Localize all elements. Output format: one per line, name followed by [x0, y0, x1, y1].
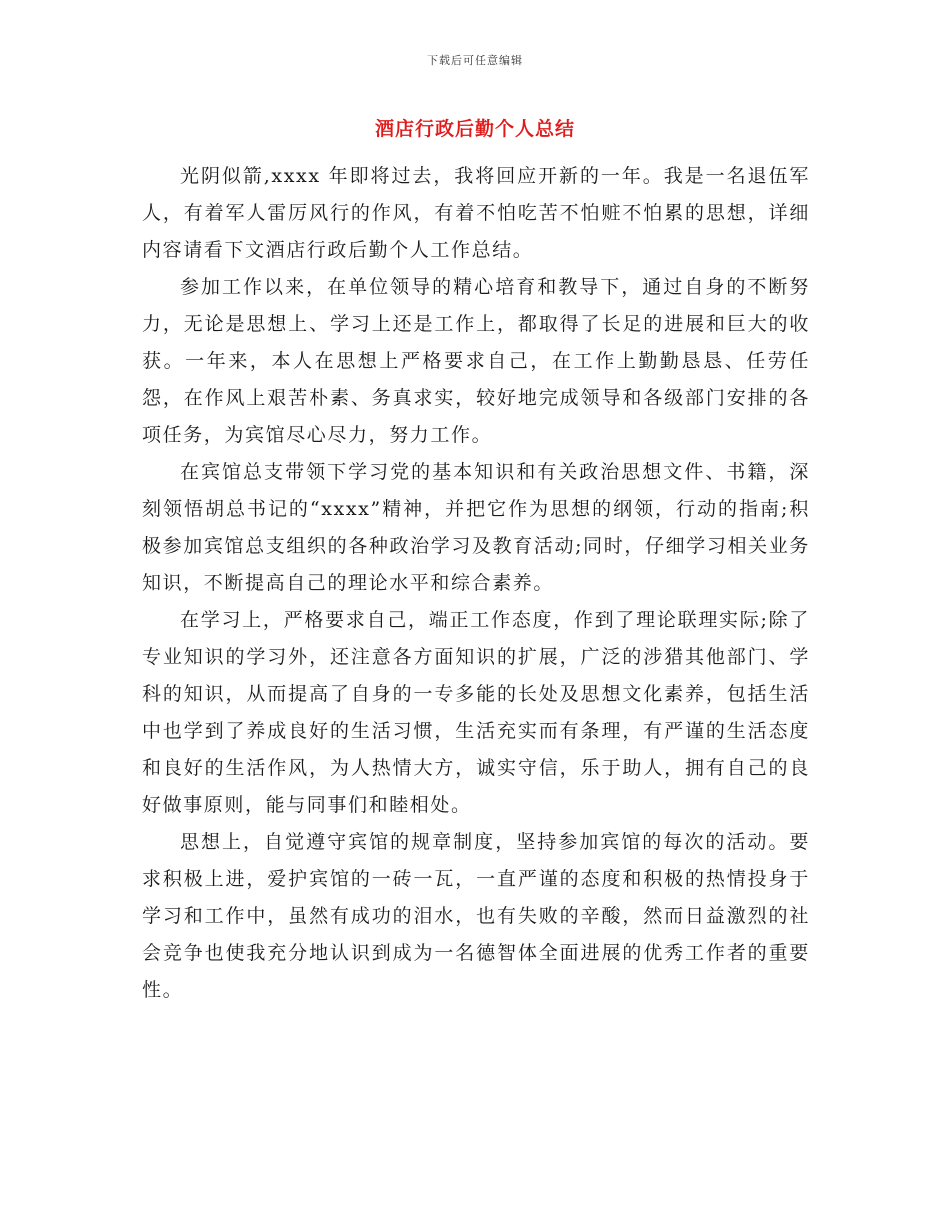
- paragraph-2: 参加工作以来，在单位领导的精心培育和教导下，通过自身的不断努力，无论是思想上、学习上还是工作上，都取得了长足的进展和巨大的收获。一年来，本人在思想上严格要求自己，在工作上勤勤恳恳、任劳任怨，在作风上艰苦朴素、务真求实，较好地完成领导和各级部门安排的各项任务，为宾馆尽心尽力，努力工作。: [142, 276, 810, 446]
- paragraph-3: 在宾馆总支带领下学习党的基本知识和有关政治思想文件、书籍，深刻领悟胡总书记的“xxxx”精神，并把它作为思想的纲领，行动的指南;积极参加宾馆总支组织的各种政治学习及教育活动;同时，仔细学习相关业务知识，不断提高自己的理论水平和综合素养。: [142, 461, 810, 594]
- document-body: [142, 158, 810, 1009]
- header-note: 下载后可任意编辑: [427, 54, 523, 67]
- document-title: 酒店行政后勤个人总结: [374, 118, 575, 140]
- paragraph-4: 在学习上，严格要求自己，端正工作态度，作到了理论联理实际;除了专业知识的学习外，还注意各方面知识的扩展，广泛的涉猎其他部门、学科的知识，从而提高了自身的一专多能的长处及思想文化素养，包括生活中也学到了养成良好的生活习惯，生活充实而有条理，有严谨的生活态度和良好的生活作风，为人热情大方，诚实守信，乐于助人，拥有自己的良好做事原则，能与同事们和睦相处。: [142, 609, 810, 816]
- paragraph-1: 光阴似箭,xxxx 年即将过去，我将回应开新的一年。我是一名退伍军人，有着军人雷厉风行的作风，有着不怕吃苦不怕赃不怕累的思想，详细内容请看下文酒店行政后勤个人工作总结。: [142, 165, 810, 261]
- paragraph-5: 思想上，自觉遵守宾馆的规章制度，坚持参加宾馆的每次的活动。要求积极上进，爱护宾馆的一砖一瓦，一直严谨的态度和积极的热情投身于学习和工作中，虽然有成功的泪水，也有失败的辛酸，然而日益激烈的社会竞争也使我充分地认识到成为一名德智体全面进展的优秀工作者的重要性。: [142, 831, 810, 1001]
